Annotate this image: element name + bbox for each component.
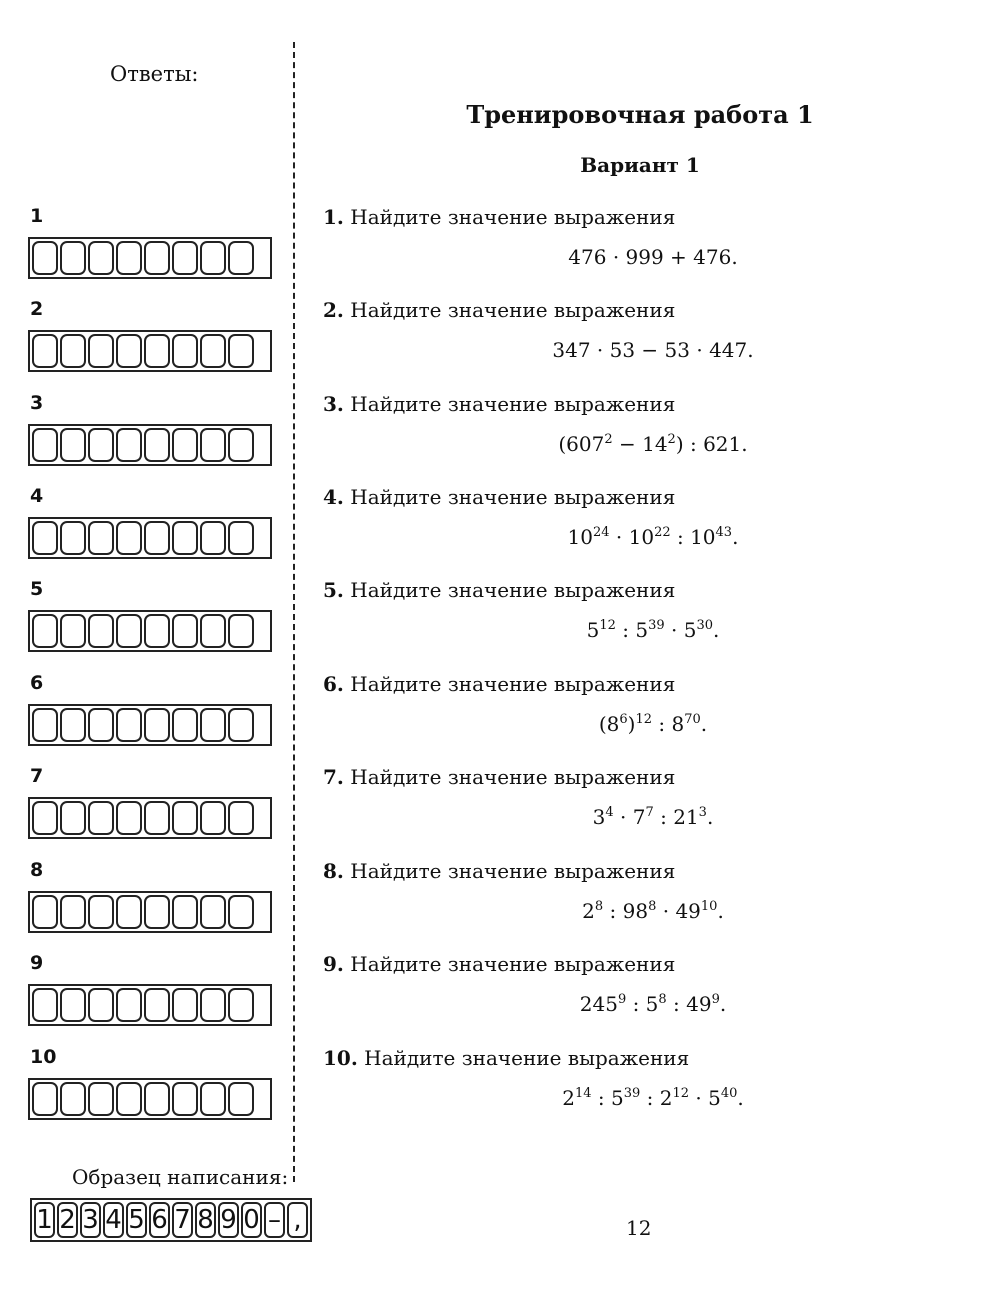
- answer-number: 2: [30, 298, 44, 320]
- expr-exponent: 24: [593, 525, 610, 540]
- task-text: Найдите значение выражения: [350, 952, 676, 976]
- expr-part: 10: [567, 525, 593, 549]
- task-number: 10.: [323, 1046, 358, 1070]
- expr-part: .: [717, 899, 724, 923]
- task-text: Найдите значение выражения: [350, 672, 676, 696]
- task-item: [323, 952, 923, 1020]
- task-expression: [323, 525, 923, 553]
- task-text: Найдите значение выражения: [350, 298, 676, 322]
- sample-digit: –: [264, 1202, 285, 1238]
- task-number: 9.: [323, 952, 344, 976]
- variant-subtitle: Вариант 1: [580, 153, 700, 177]
- task-item: [323, 672, 923, 740]
- answer-number: 3: [30, 392, 44, 414]
- answer-block: [28, 392, 272, 466]
- task-item: [323, 859, 923, 927]
- expr-exponent: 12: [635, 712, 653, 727]
- answer-number: 7: [30, 765, 44, 787]
- expr-exponent: 7: [645, 805, 654, 820]
- expr-part: ): [627, 712, 636, 736]
- task-text: Найдите значение выражения: [350, 859, 676, 883]
- expr-exponent: 10: [700, 899, 718, 914]
- expr-part: .: [700, 712, 708, 736]
- task-text: Найдите значение выражения: [350, 205, 676, 229]
- answer-block: [28, 1046, 272, 1120]
- expr-part: : 5: [615, 618, 649, 642]
- task-item: [323, 765, 923, 833]
- task-expression: 347 · 53 − 53 · 447.: [552, 338, 754, 362]
- expr-exponent: 2: [667, 432, 676, 447]
- expr-part: 3: [592, 805, 606, 829]
- task-item: [323, 485, 923, 553]
- task-text: Найдите значение выражения: [350, 485, 676, 509]
- sample-digit: 3: [80, 1202, 101, 1238]
- task-number: 1.: [323, 205, 344, 229]
- sample-digit: 7: [172, 1202, 193, 1238]
- expr-part: 2: [582, 899, 595, 923]
- answer-block: [28, 672, 272, 746]
- expr-part: .: [732, 525, 739, 549]
- answer-block: [28, 952, 272, 1026]
- answer-input-cells[interactable]: [28, 704, 272, 746]
- task-number: 4.: [323, 485, 344, 509]
- task-item: [323, 298, 923, 366]
- expr-part: .: [719, 992, 727, 1016]
- task-number: 3.: [323, 392, 344, 416]
- sample-digit: 8: [195, 1202, 216, 1238]
- task-expression: 476 · 999 + 476.: [568, 245, 738, 269]
- answer-block: [28, 485, 272, 559]
- answer-input-cells[interactable]: [28, 797, 272, 839]
- task-item: [323, 205, 923, 273]
- expr-exponent: 8: [658, 992, 667, 1007]
- sample-digit: 9: [218, 1202, 239, 1238]
- task-item: [323, 1046, 923, 1114]
- expr-part: : 5: [591, 1086, 624, 1110]
- answer-input-cells[interactable]: [28, 891, 272, 933]
- answer-input-cells[interactable]: [28, 237, 272, 279]
- task-text: Найдите значение выражения: [350, 765, 676, 789]
- expr-part: .: [713, 618, 720, 642]
- expr-part: : 98: [603, 899, 649, 923]
- expr-part: : 5: [626, 992, 659, 1016]
- cut-line-divider: [293, 42, 295, 1182]
- expr-exponent: 39: [623, 1086, 641, 1101]
- answer-input-cells[interactable]: [28, 424, 272, 466]
- expr-part: : 2: [640, 1086, 673, 1110]
- task-item: [323, 578, 923, 646]
- task-item: [323, 392, 923, 460]
- expr-part: (8: [598, 712, 620, 736]
- expr-exponent: 40: [720, 1086, 738, 1101]
- sample-digit: 6: [149, 1202, 170, 1238]
- answer-input-cells[interactable]: [28, 984, 272, 1026]
- task-expression: [323, 805, 923, 833]
- expr-exponent: 14: [575, 1086, 592, 1101]
- task-text: Найдите значение выражения: [364, 1046, 690, 1070]
- task-expression: [323, 712, 923, 740]
- expr-exponent: 30: [696, 618, 713, 633]
- expr-part: : 10: [670, 525, 716, 549]
- page-title: Тренировочная работа 1: [466, 100, 814, 129]
- expr-part: : 49: [666, 992, 712, 1016]
- sample-digit: ,: [287, 1202, 308, 1238]
- expr-part: · 5: [689, 1086, 721, 1110]
- expr-exponent: 39: [648, 618, 665, 633]
- answer-block: [28, 578, 272, 652]
- task-number: 8.: [323, 859, 344, 883]
- expr-exponent: 9: [711, 992, 720, 1007]
- expr-part: · 7: [613, 805, 646, 829]
- answer-input-cells[interactable]: [28, 610, 272, 652]
- expr-exponent: 8: [594, 899, 604, 914]
- answer-number: 4: [30, 485, 44, 507]
- expr-part: · 5: [664, 618, 697, 642]
- task-expression: [323, 618, 923, 646]
- expr-part: · 10: [609, 525, 655, 549]
- answer-input-cells[interactable]: [28, 517, 272, 559]
- sample-digit: 0: [241, 1202, 262, 1238]
- expr-exponent: 8: [648, 899, 657, 914]
- expr-exponent: 6: [619, 712, 628, 727]
- expr-part: 5: [586, 618, 600, 642]
- expr-exponent: 70: [684, 712, 701, 727]
- task-number: 5.: [323, 578, 344, 602]
- answer-input-cells[interactable]: [28, 330, 272, 372]
- task-expression: [323, 1086, 923, 1114]
- answer-block: [28, 765, 272, 839]
- answer-number: 6: [30, 672, 44, 694]
- expr-part: : 21: [653, 805, 699, 829]
- expr-exponent: 9: [617, 992, 627, 1007]
- expr-part: ) : 621.: [675, 432, 748, 456]
- task-number: 7.: [323, 765, 344, 789]
- expr-exponent: 3: [698, 805, 707, 820]
- answer-number: 9: [30, 952, 44, 974]
- expr-exponent: 2: [604, 432, 613, 447]
- answer-block: [28, 298, 272, 372]
- page-number: 12: [626, 1216, 652, 1240]
- task-expression: [323, 899, 923, 927]
- answer-number: 5: [30, 578, 44, 600]
- expr-exponent: 12: [672, 1086, 690, 1101]
- answer-input-cells[interactable]: [28, 1078, 272, 1120]
- task-text: Найдите значение выражения: [350, 392, 676, 416]
- answers-header: Ответы:: [110, 62, 199, 86]
- task-number: 6.: [323, 672, 344, 696]
- expr-part: .: [706, 805, 714, 829]
- expr-part: 245: [579, 992, 618, 1016]
- sample-digit: 4: [103, 1202, 124, 1238]
- answer-number: 10: [30, 1046, 57, 1068]
- expr-part: · 49: [656, 899, 701, 923]
- task-expression: [323, 432, 923, 460]
- task-text: Найдите значение выражения: [350, 578, 676, 602]
- answer-block: [28, 205, 272, 279]
- sample-digit: 5: [126, 1202, 147, 1238]
- expr-part: (607: [558, 432, 605, 456]
- sample-label: Образец написания:: [72, 1165, 289, 1189]
- expr-part: .: [737, 1086, 744, 1110]
- expr-part: 2: [562, 1086, 575, 1110]
- answer-number: 8: [30, 859, 44, 881]
- sample-digit: 1: [34, 1202, 55, 1238]
- expr-part: − 14: [612, 432, 668, 456]
- task-number: 2.: [323, 298, 344, 322]
- expr-exponent: 12: [599, 618, 616, 633]
- sample-digits-row: [30, 1198, 312, 1242]
- expr-exponent: 22: [654, 525, 671, 540]
- answer-block: [28, 859, 272, 933]
- task-expression: [323, 992, 923, 1020]
- expr-exponent: 4: [605, 805, 614, 820]
- expr-exponent: 43: [715, 525, 733, 540]
- sample-digit: 2: [57, 1202, 78, 1238]
- expr-part: : 8: [652, 712, 685, 736]
- answer-number: 1: [30, 205, 44, 227]
